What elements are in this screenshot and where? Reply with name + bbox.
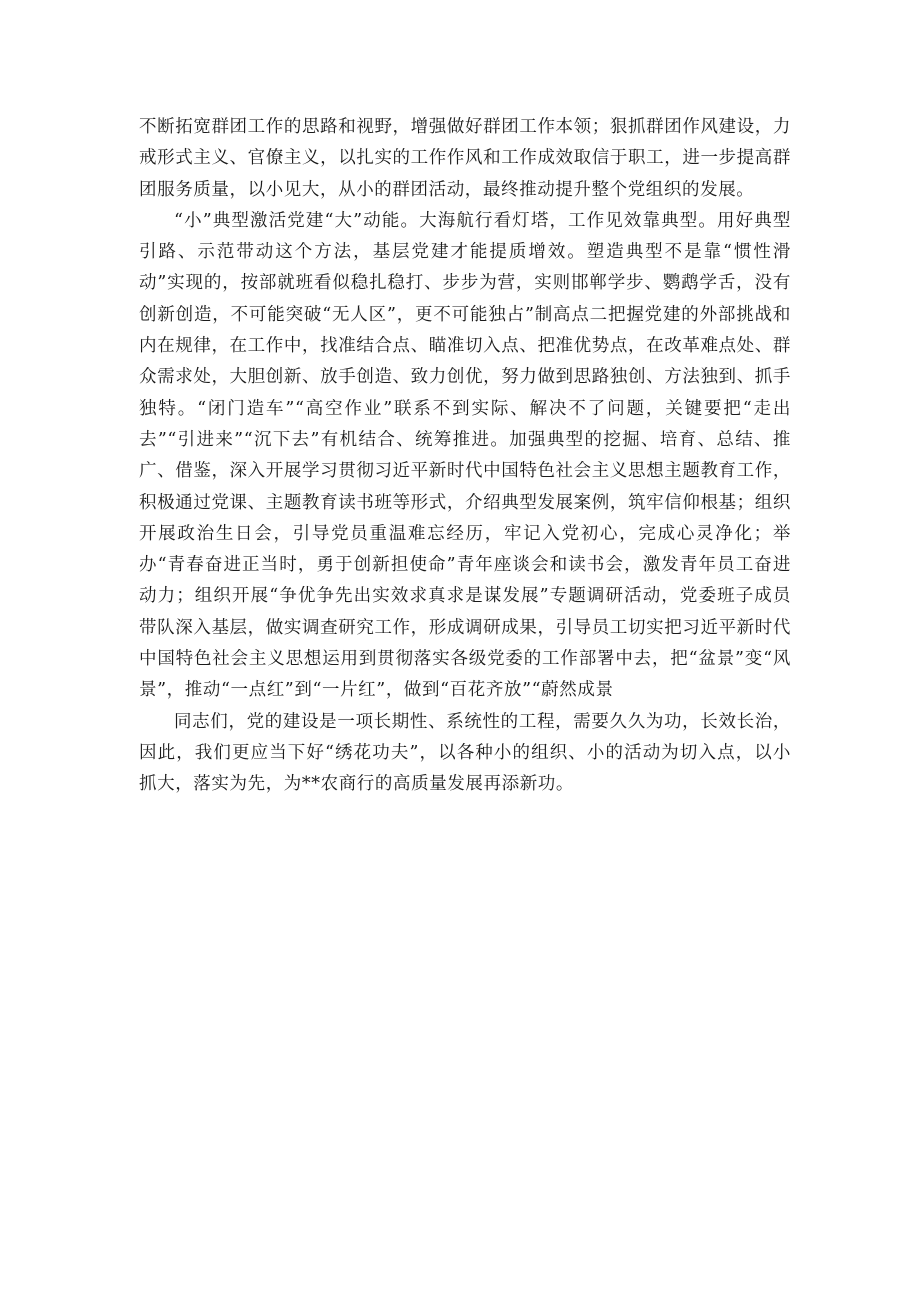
- paragraph-conclusion: 同志们，党的建设是一项长期性、系统性的工程，需要久久为功，长效长治，因此，我们更应当下好“绣花功夫”，以各种小的组织、小的活动为切入点，以小抓大，落实为先，为**农商行的高质量发展再添新功。: [139, 711, 791, 795]
- document-body: [139, 112, 791, 801]
- paragraph-typical-examples: “小”典型激活党建“大”动能。大海航行看灯塔，工作见效靠典型。用好典型引路、示范带动这个方法，基层党建才能提质增效。塑造典型不是靠“惯性滑动”实现的，按部就班看似稳扎稳打、步步为营，实则邯郸学步、鹦鹉学舌，没有创新创造，不可能突破“无人区”，更不可能独占”制高点二把握党建的外部挑战和内在规律，在工作中，找准结合点、瞄准切入点、把准优势点，在改革难点处、群众需求处，大胆创新、放手创造、致力创优，努力做到思路独创、方法独到、抓手独特。“闭门造车”“高空作业”联系不到实际、解决不了问题，关键要把“走出去”“引进来”“沉下去”有机结合、统筹推进。加强典型的挖掘、培育、总结、推广、借鉴，深入开展学习贯彻习近平新时代中国特色社会主义思想主题教育工作，积极通过党课、主题教育读书班等形式，介绍典型发展案例，筑牢信仰根基；组织开展政治生日会，引导党员重温难忘经历，牢记入党初心，完成心灵净化；举办“青春奋进正当时，勇于创新担使命”青年座谈会和读书会，激发青年员工奋进动力；组织开展“争优争先出实效求真求是谋发展”专题调研活动，党委班子成员带队深入基层，做实调查研究工作，形成调研成果，引导员工切实把习近平新时代中国特色社会主义思想运用到贯彻落实各级党委的工作部署中去，把“盆景”变“风景”，推动“一点红”到“一片红”，做到“百花齐放”“蔚然成景: [139, 210, 791, 701]
- paragraph-continuation: 不断拓宽群团工作的思路和视野，增强做好群团工作本领；狠抓群团作风建设，力戒形式主义、官僚主义，以扎实的工作作风和工作成效取信于职工，进一步提高群团服务质量，以小见大，从小的群团活动，最终推动提升整个党组织的发展。: [139, 117, 791, 200]
